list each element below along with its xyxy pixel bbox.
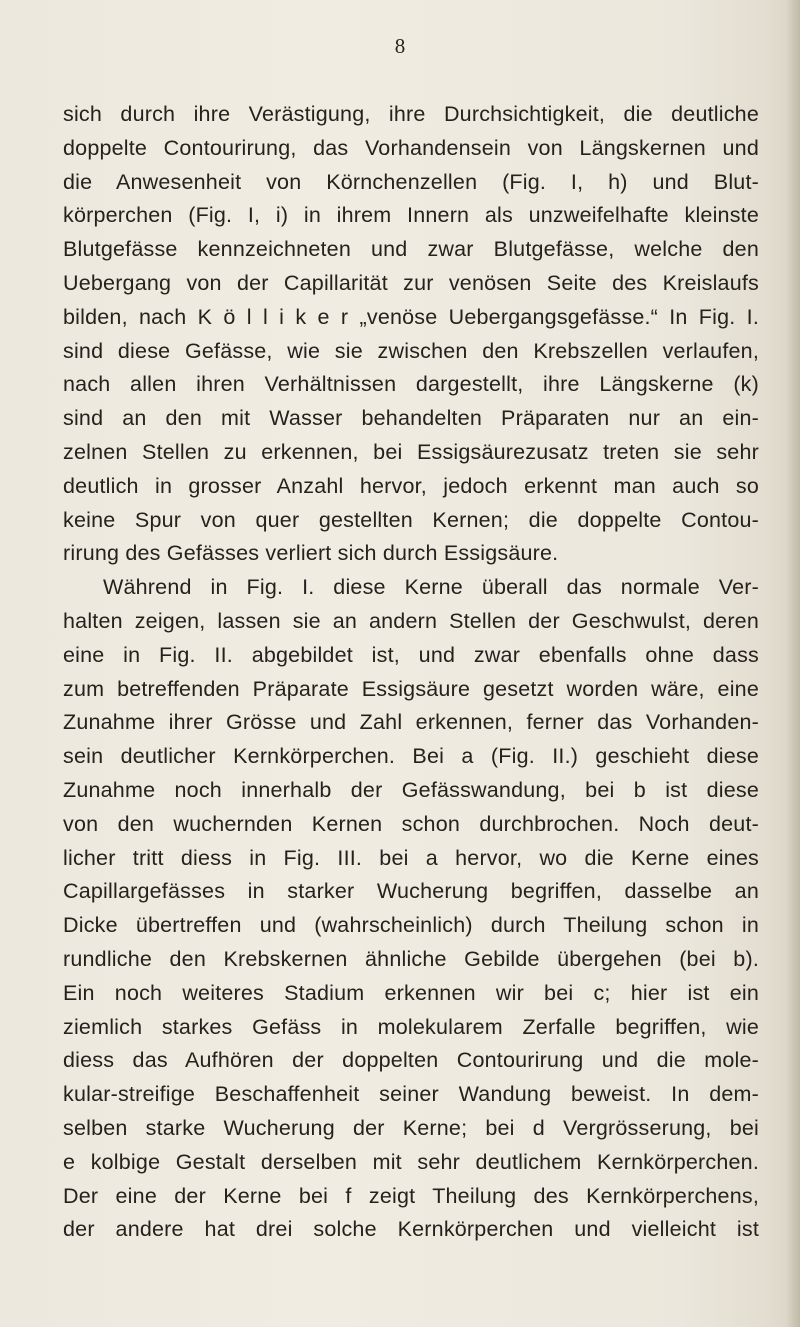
- page-number: 8: [394, 34, 406, 58]
- text-line: zum betreffenden Präparate Essigsäure gesetzt worden wäre, eine: [63, 676, 759, 701]
- paragraph-end-line: rirung des Gefässes verliert sich durch Essigsäure.: [63, 541, 559, 566]
- text-line: eine in Fig. II. abgebildet ist, und zwar ebenfalls ohne dass: [63, 642, 759, 667]
- text-line: sein deutlicher Kernkörperchen. Bei a (Fig. II.) geschieht diese: [63, 744, 759, 769]
- text-line: sind an den mit Wasser behandelten Präparaten nur an ein-: [63, 406, 759, 431]
- text-line: Zunahme ihrer Grösse und Zahl erkennen, ferner das Vorhanden-: [63, 710, 759, 735]
- paragraph-start-line: Während in Fig. I. diese Kerne überall das normale Ver-: [103, 575, 759, 600]
- text-line: Blutgefässe kennzeichneten und zwar Blutgefässe, welche den: [63, 237, 759, 262]
- page-edge-shadow: [786, 0, 800, 1327]
- text-line: deutlich in grosser Anzahl hervor, jedoch erkennt man auch so: [63, 473, 759, 498]
- text-line: Uebergang von der Capillarität zur venösen Seite des Kreislaufs: [63, 270, 759, 295]
- text-line: kular-streifige Beschaffenheit seiner Wandung beweist. In dem-: [63, 1082, 759, 1107]
- text-line: ziemlich starkes Gefäss in molekularem Zerfalle begriffen, wie: [63, 1014, 759, 1039]
- text-line: selben starke Wucherung der Kerne; bei d Vergrösserung, bei: [63, 1115, 759, 1140]
- text-line: Ein noch weiteres Stadium erkennen wir bei c; hier ist ein: [63, 980, 759, 1005]
- text-line: von den wuchernden Kernen schon durchbrochen. Noch deut-: [63, 811, 759, 836]
- text-line: keine Spur von quer gestellten Kernen; die doppelte Contou-: [63, 507, 759, 532]
- text-line: körperchen (Fig. I, i) in ihrem Innern als unzweifelhafte kleinste: [63, 203, 759, 228]
- text-line: Capillargefässes in starker Wucherung begriffen, dasselbe an: [63, 879, 759, 904]
- text-line: rundliche den Krebskernen ähnliche Gebilde übergehen (bei b).: [63, 946, 759, 971]
- text-line: sind diese Gefässe, wie sie zwischen den Krebszellen verlaufen,: [63, 338, 759, 363]
- text-line: licher tritt diess in Fig. III. bei a hervor, wo die Kerne eines: [63, 845, 759, 870]
- text-line: die Anwesenheit von Körnchenzellen (Fig. I, h) und Blut-: [63, 169, 759, 194]
- text-line: zelnen Stellen zu erkennen, bei Essigsäurezusatz treten sie sehr: [63, 439, 759, 464]
- text-line: bilden, nach K ö l l i k e r „venöse Uebergangsgefässe.“ In Fig. I.: [63, 304, 759, 329]
- text-line: nach allen ihren Verhältnissen dargestellt, ihre Längskerne (k): [63, 372, 759, 397]
- text-line: Dicke übertreffen und (wahrscheinlich) durch Theilung schon in: [63, 913, 759, 938]
- text-line: halten zeigen, lassen sie an andern Stellen der Geschwulst, deren: [63, 608, 759, 633]
- text-line: diess das Aufhören der doppelten Contourirung und die mole-: [63, 1048, 759, 1073]
- text-line: doppelte Contourirung, das Vorhandensein von Längskernen und: [63, 135, 759, 160]
- text-line: Der eine der Kerne bei f zeigt Theilung des Kernkörperchens,: [63, 1183, 759, 1208]
- text-line: sich durch ihre Verästigung, ihre Durchsichtigkeit, die deutliche: [63, 102, 759, 126]
- text-line: der andere hat drei solche Kernkörperchen und vielleicht ist: [63, 1217, 759, 1242]
- text-line: e kolbige Gestalt derselben mit sehr deutlichem Kernkörperchen.: [63, 1149, 759, 1174]
- text-line: Zunahme noch innerhalb der Gefässwandung, bei b ist diese: [63, 777, 759, 802]
- body-text: [63, 98, 759, 1247]
